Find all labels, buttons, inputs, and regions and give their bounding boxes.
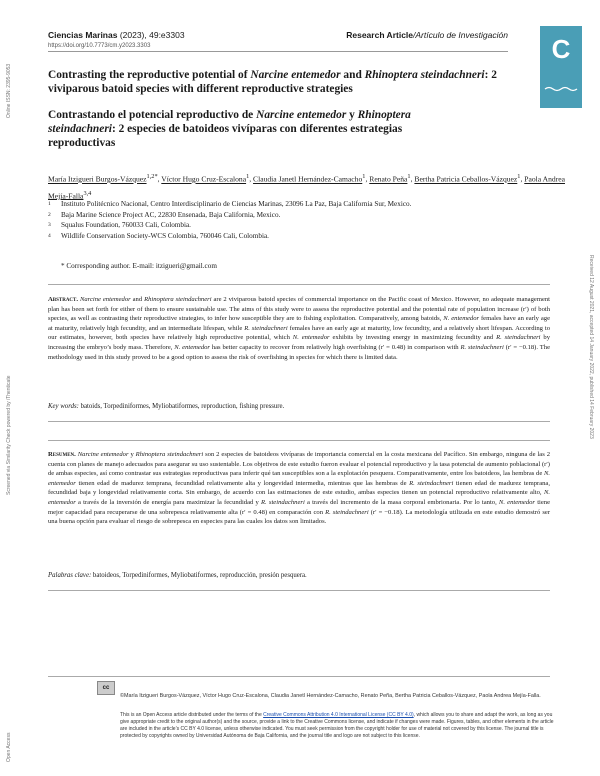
journal-volume: (2023), 49:e3303: [117, 30, 185, 40]
abstract-spanish: Resumen. Narcine entemedor y Rhinoptera steindachneri son 2 especies de batoideos vivíparas de importancia comercial en la costa mexicana del Pacífico. Sin embargo, ninguna de las 2 cuenta con planes de manejo adecuados para asegurar su uso sustentable. Los objetivos de este estudio fueron evaluar el potencial reproductivo y la tasa potencial de aumento poblacional (r′) de ambas especies, así como contrastar sus estrategias reproductivas para inferir qué tan susceptibles son a la explotación pesquera. Comparativamente, entre los batoideos, las hembras de N. entemedor tienen edad de madurez temprana, fecundidad relativamente alta y longevidad intermedia, mientras que las hembras de R. steindachneri tienen edad de madurez temprana, fecundidad baja y longevidad relativamente corta. Sin embargo, de acuerdo con las estimaciones de este estudio, ambas especies tienen un potencial reproductivo relativamente alto, N. entemedor a través de la inversión de energía para maximizar la fecundidad y R. steindachneri a través del incremento de la masa corporal embrionaria. Por lo tanto, N. entemedor tiene mejor capacidad para recuperarse de una sobrepesca relativamente alta (r′ = 0.48) en comparación con R. steindachneri (r′ = −0.18). La metodología utilizada en este estudio demostró ser una buena opción para evaluar el riesgo de sobrepesca en especies para las cuales los datos son limitados.: [48, 451, 551, 526]
header-divider: [48, 51, 508, 52]
right-margin: [584, 0, 596, 776]
article-type: Research Article/Artículo de Investigación: [346, 30, 508, 40]
footer-divider: [48, 676, 550, 677]
journal-name: Ciencias Marinas (2023), 49:e3303: [48, 30, 185, 40]
license-link[interactable]: Creative Commons Attribution 4.0 International License (CC BY 4.0): [263, 712, 414, 718]
wave-icon: [544, 86, 578, 92]
online-issn: Online ISSN: 2395-9053: [6, 63, 12, 118]
corresponding-author: * Corresponding author. E-mail: itzigueri@gmail.com: [61, 262, 217, 270]
affiliation-item: 3 Squalus Foundation, 760033 Cali, Colombia.: [48, 221, 191, 229]
divider: [48, 421, 550, 422]
affiliation-item: 4 Wildlife Conservation Society-WCS Colombia, 760046 Cali, Colombia.: [48, 231, 269, 240]
title-spanish: Contrastando el potencial reproductivo de Narcine entemedor y Rhinoptera steindachneri: 2 especies de batoideos vivíparas con diferentes estrategias reproductivas: [48, 109, 411, 149]
author-link[interactable]: Claudia Janetl Hernández-Camacho: [253, 174, 363, 184]
cc-license-icon[interactable]: cc: [97, 681, 115, 695]
divider: [48, 440, 550, 441]
author-link[interactable]: Paola Andrea Mejía-Falla: [48, 174, 565, 201]
doi-link[interactable]: https://doi.org/10.7773/cm.y2023.3303: [48, 43, 151, 49]
title-english: Contrasting the reproductive potential of Narcine entemedor and Rhinoptera steindachneri: 2 viviparous batoid species with different reproductive strategies: [48, 69, 497, 95]
copyright-notice: ©María Itzigueri Burgos-Vázquez, Víctor Hugo Cruz-Escalona, Claudia Janetl Hernández-Camacho, Renato Peña, Bertha Patricia Ceballos-Vázquez, Paola Andrea Mejía-Falla.: [120, 693, 541, 699]
divider: [48, 284, 550, 285]
affiliation-item: 1 Instituto Politécnico Nacional, Centro Interdisciplinario de Ciencias Marinas, 23096 La Paz, Baja California Sur, Mexico.: [48, 200, 412, 208]
author-link[interactable]: Bertha Patricia Ceballos-Vázquez: [414, 174, 518, 184]
affiliation-list: [48, 199, 528, 241]
divider: [48, 590, 550, 591]
author-list: María Itzigueri Burgos-Vázquez$^{1,2*}$, Víctor Hugo Cruz-Escalona$^1$, Claudia Janetl Hernández-Camacho$^1$, Renato Peña$^1$, Bertha Patricia Ceballos-Vázquez$^1$, Paola Andrea Mejía-Falla$^{3,4}$: [48, 173, 565, 201]
author-link[interactable]: Renato Peña: [369, 174, 408, 184]
open-access: Open Access: [6, 732, 12, 762]
received-dates: Received 12 August 2021, accepted 14 January 2022, published 14 February 2023: [588, 255, 594, 439]
abstract-english: Abstract. Narcine entemedor and Rhinoptera steindachneri are 2 viviparous batoid species of commercial importance on the Pacific coast of Mexico. However, no adequate management plan has been set forth for either of them to ensure sustainable use. The aims of this study were to assess the reproductive potential and the potential rate of population increase (r′) of both species, as well as contrasting their reproductive strategies, to infer how susceptible they are to fishing exploitation. Comparatively, among batoids, N. entemedor females have an early age at maturity, relatively high fecundity, and an intermediate lifespan, while R. steindachneri females have an early age at maturity, low fecundity, and a relatively short lifespan. According to our estimates, however, both species have relatively high reproductive potential, which N. entemedor exhibits by investing energy in maximizing fecundity and R. steindachneri by increasing the embryo’s body mass. Therefore, N. entemedor has better capacity to recover from relatively high overfishing (r′ = 0.48) in comparison with R. steindachneri (r′ = −0.18). The methodology used in this study proved to be a good option to assess the risk of overfishing in species for which there is limited data.: [48, 296, 551, 361]
journal-logo: C M: [540, 26, 582, 108]
author-link[interactable]: Víctor Hugo Cruz-Escalona: [161, 174, 247, 184]
keywords-english: Key words: batoids, Torpediniformes, Myliobatiformes, reproduction, fishing pressure.: [48, 403, 285, 410]
left-margin: [2, 0, 16, 776]
keywords-spanish: Palabras clave: batoideos, Torpediniformes, Myliobatiformes, reproducción, presión pesquera.: [48, 572, 307, 579]
affiliation-item: 2 Baja Marine Science Project AC, 22830 Ensenada, Baja California, Mexico.: [48, 210, 281, 219]
similarity-check: Screened via Similarity Check powered by iThenticate: [6, 375, 12, 495]
license-notice: This is an Open Access article distributed under the terms of the Creative Commons Attribution 4.0 International License (CC BY 4.0), which allows you to share and adapt the work, as long as you give appropriate credit to the original author(s) and the source, provide a link to the Creative Commons license, and indicate if changes were made. Figures, tables, and other elements in the article are included in the article’s CC BY 4.0 license, unless otherwise indicated. You must seek permission from the copyright holder for use of material not covered by this license. The journal title is protected by copyrights owned by Universidad Autónoma de Baja California, and the journal title and logo are not subject to this license.: [120, 712, 554, 739]
author-link[interactable]: María Itzigueri Burgos-Vázquez: [48, 174, 147, 184]
